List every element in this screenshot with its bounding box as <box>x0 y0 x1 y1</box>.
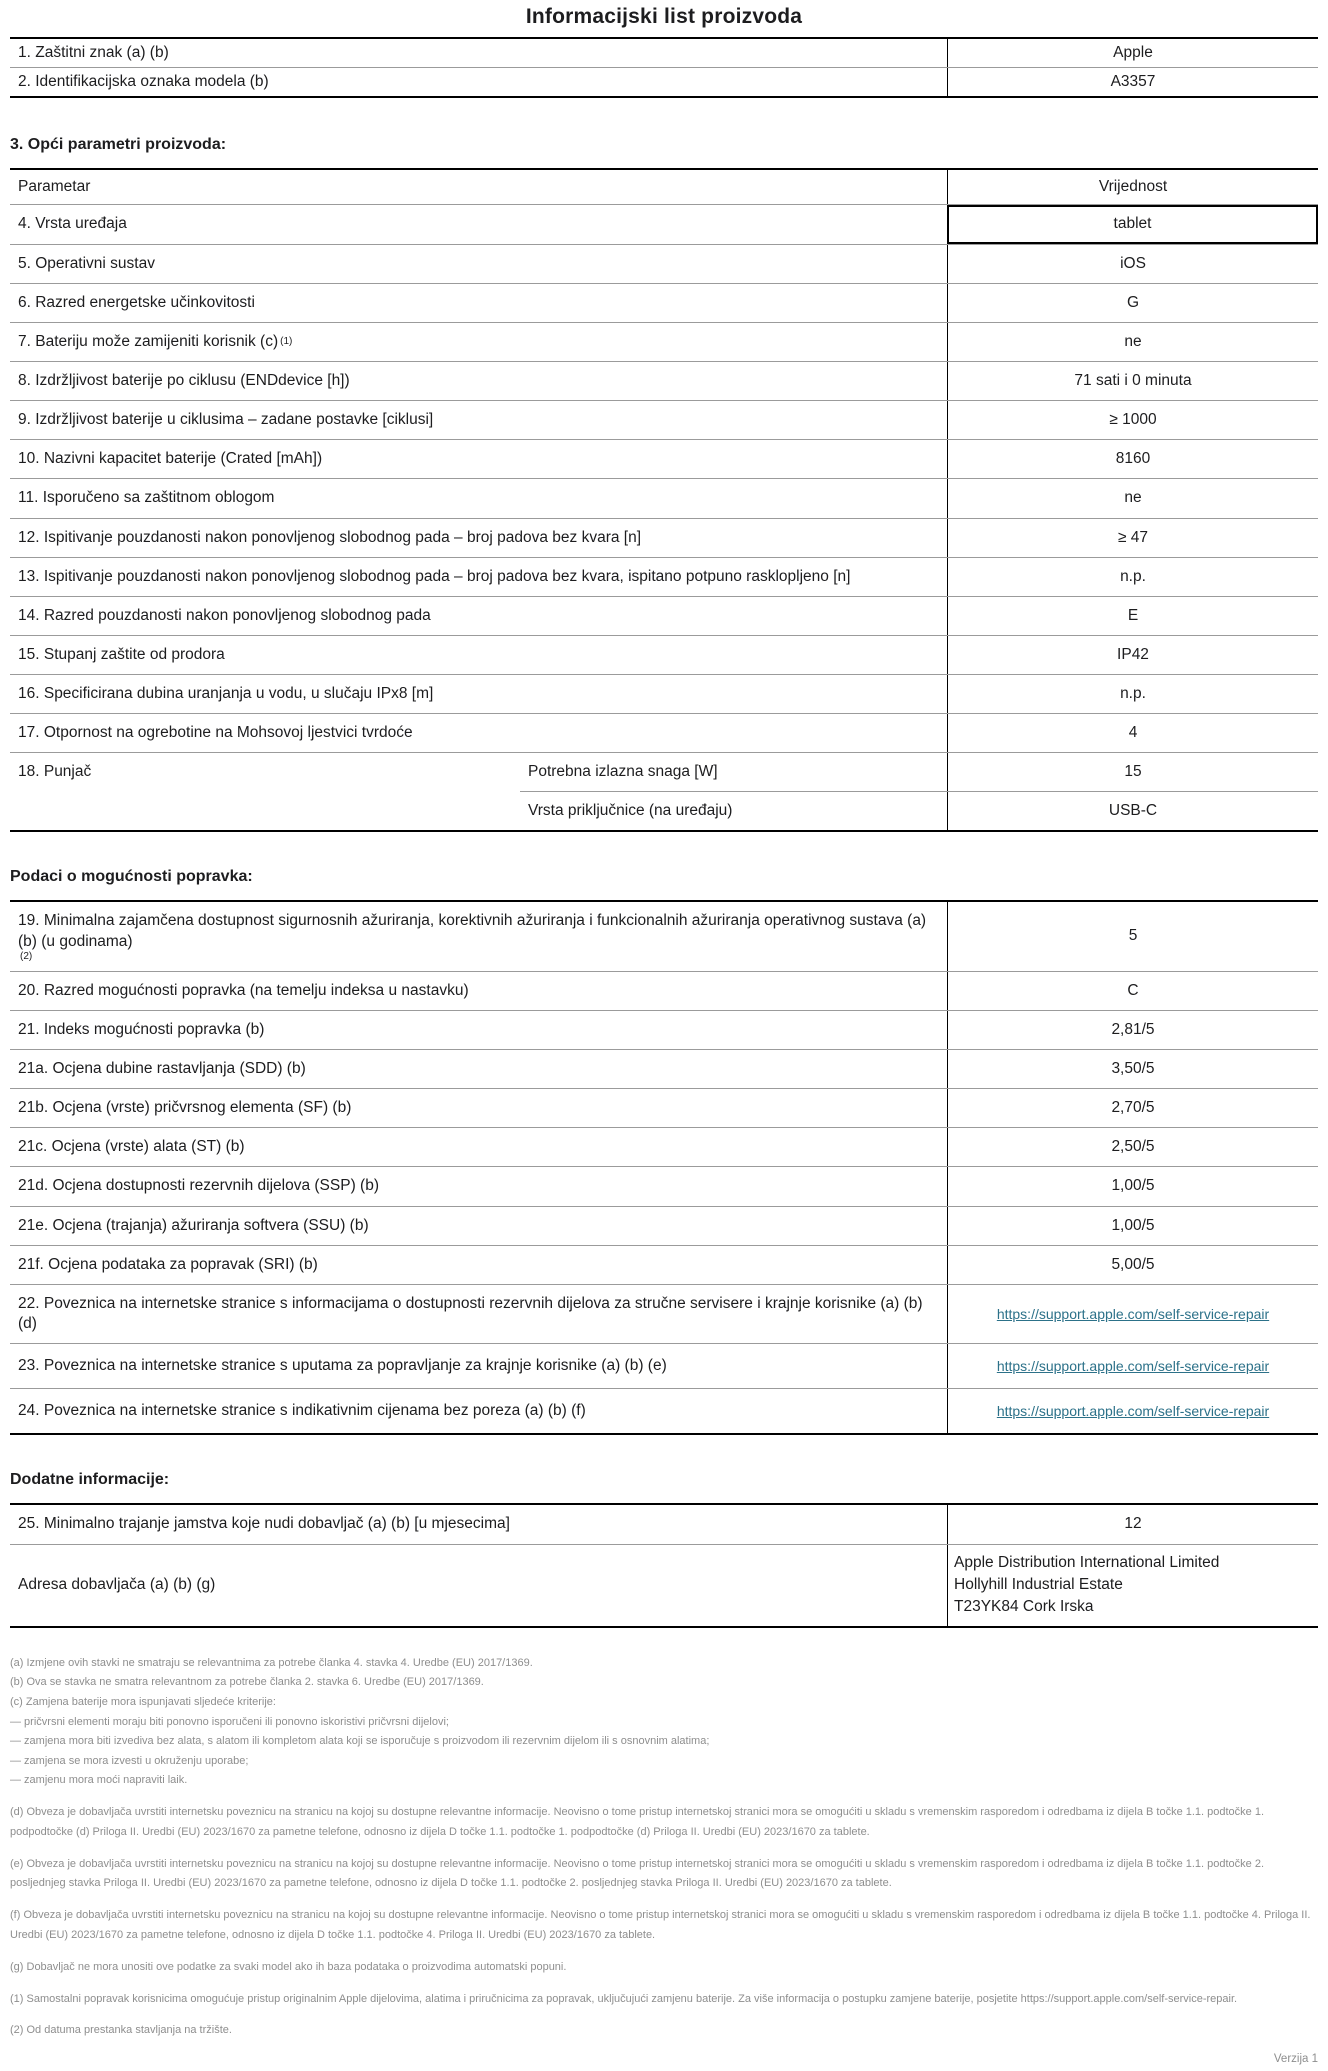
version-label: Verzija 1 <box>1273 2053 1318 2066</box>
spare-parts-score-label: 21d. Ocjena dostupnosti rezervnih dijelova (SSP) (b) <box>10 1167 948 1205</box>
footnotes <box>10 1654 1318 2041</box>
operating-system-row <box>10 245 1318 284</box>
battery-capacity-value: 8160 <box>1115 450 1151 468</box>
energy-class-label: 6. Razred energetske učinkovitosti <box>10 284 948 322</box>
footnote-e: (e) Obveza je dobavljača uvrstiti internetsku poveznicu na stranicu na kojoj su dostupne relevantne informacije. Neovisno o tome pristup internetskoj stranici mora se omogućiti u skladu s vremenskim rasporedom i odredbama iz dijela B točke 1.1. podtočke 2. posljednjeg stavka Priloga II. Uredbi (EU) 2023/1670 za pametne telefone, odnosno iz dijela D točke 1.1. podtočke 2. posljednjeg stavka Priloga II. Uredbi (EU) 2023/1670 za tablete. <box>10 1857 1265 1890</box>
disassembly-depth-label: 21a. Ocjena dubine rastavljanja (SDD) (b) <box>10 1050 948 1088</box>
user-replaceable-battery-row <box>10 323 1318 362</box>
device-type-value: tablet <box>947 205 1318 243</box>
footnote-g: (g) Dobavljač ne mora unositi ove podatke za svaki model ako ih baza podataka o proizvodima automatski popuni. <box>10 1960 567 1973</box>
battery-endurance-label: 8. Izdržljivost baterije po ciklusu (ENDdevice [h]) <box>10 362 948 400</box>
device-type-label: 4. Vrsta uređaja <box>10 205 948 243</box>
supplier-address-value <box>948 1545 1318 1626</box>
free-fall-unfolded-value: n.p. <box>1120 567 1146 585</box>
repairability-heading: Podaci o mogućnosti popravka: <box>10 868 253 886</box>
battery-cycles-value: ≥ 1000 <box>1109 411 1157 429</box>
page-title: Informacijski list proizvoda <box>525 5 803 28</box>
charger-row <box>10 753 1318 830</box>
footnote-f: (f) Obveza je dobavljača uvrstiti internetsku poveznicu na stranicu na kojoj su dostupne relevantne informacije. Neovisno o tome pristup internetskoj stranici mora se omogućiti u skladu s vremenskim rasporedom i odredbama iz dijela B točke 1.1. podtočke 4. Priloga II. Uredbi (EU) 2023/1670 za pametne telefone, odnosno iz dijela D točke 1.1. podtočke 4. Priloga II. Uredbi (EU) 2023/1670 za tablete. <box>10 1909 1311 1941</box>
free-fall-drops-value: ≥ 47 <box>1117 528 1149 546</box>
user-replaceable-battery-value: ne <box>1124 332 1142 350</box>
footnote-b: (b) Ova se stavka ne smatra relevantnom za potrebe članka 2. stavka 6. Uredbe (EU) 2017/1369. <box>10 1676 484 1689</box>
indicative-prices-link-row <box>10 1389 1318 1433</box>
energy-class-row <box>10 284 1318 323</box>
disassembly-depth-value: 3,50/5 <box>1111 1059 1155 1077</box>
immersion-depth-label: 16. Specificirana dubina uranjanja u vodu, u slučaju IPx8 [m] <box>10 675 948 713</box>
reliability-class-row <box>10 597 1318 636</box>
ingress-protection-value: IP42 <box>1117 645 1149 663</box>
general-parameters-heading: 3. Opći parametri proizvoda: <box>10 136 227 154</box>
immersion-depth-row <box>10 675 1318 714</box>
product-information-sheet <box>0 5 1328 2071</box>
tools-score-value: 2,50/5 <box>1111 1138 1155 1156</box>
footnote-ref-2: (2) <box>20 950 33 962</box>
ingress-protection-label: 15. Stupanj zaštite od prodora <box>10 636 948 674</box>
general-parameters-table <box>10 168 1318 832</box>
spare-parts-link-label: 22. Poveznica na internetske stranice s informacijama o dostupnosti rezervnih dijelova za stručne servisere i krajnje korisnike (a) (b) (d) <box>10 1285 948 1343</box>
user-replaceable-battery-label <box>10 323 948 361</box>
repairability-index-value: 2,81/5 <box>1111 1020 1155 1038</box>
repair-instructions-link[interactable]: https://support.apple.com/self-service-repair <box>996 1358 1270 1375</box>
tools-score-label: 21c. Ocjena (vrste) alata (ST) (b) <box>10 1128 948 1166</box>
repairability-index-label: 21. Indeks mogućnosti popravka (b) <box>10 1011 948 1049</box>
label-text: 19. Minimalna zajamčena dostupnost sigurnosnih ažuriranja, korektivnih ažuriranja i funkcionalnih ažuriranja operativnog sustava (a) (b) (u godinama) <box>18 912 927 950</box>
supplier-address-line-3: T23YK84 Cork Irska <box>954 1598 1094 1616</box>
charger-output-power-label: Potrebna izlazna snaga [W] <box>520 753 948 791</box>
footnote-c-criterion-1: — pričvrsni elementi moraju biti ponovno isporučeni ili ponovno iskoristivi pričvrsni dijelovi; <box>10 1715 449 1728</box>
repairability-class-value: C <box>1127 981 1139 999</box>
spare-parts-score-value: 1,00/5 <box>1111 1177 1155 1195</box>
indicative-prices-link[interactable]: https://support.apple.com/self-service-repair <box>996 1403 1270 1420</box>
footnote-2: (2) Od datuma prestanka stavljanja na tržište. <box>10 2024 232 2037</box>
repairability-class-label: 20. Razred mogućnosti popravka (na temelju indeksa u nastavku) <box>10 972 948 1010</box>
repairability-class-row <box>10 972 1318 1011</box>
footnote-c: (c) Zamjena baterije mora ispunjavati sljedeće kriterije: <box>10 1696 276 1709</box>
spare-parts-link-row <box>10 1285 1318 1344</box>
additional-information-heading: Dodatne informacije: <box>10 1471 170 1489</box>
supplier-address-line-2: Hollyhill Industrial Estate <box>954 1575 1123 1593</box>
repairability-table <box>10 900 1318 1435</box>
repair-instructions-link-cell <box>948 1344 1318 1388</box>
table-header-row <box>10 170 1318 205</box>
model-id-label: 2. Identifikacijska oznaka modela (b) <box>10 68 948 96</box>
repair-information-score-value: 5,00/5 <box>1111 1255 1155 1273</box>
free-fall-unfolded-row <box>10 558 1318 597</box>
protective-cover-row <box>10 479 1318 518</box>
immersion-depth-value: n.p. <box>1120 685 1146 703</box>
software-updates-score-value: 1,00/5 <box>1111 1216 1155 1234</box>
label-text: 7. Bateriju može zamijeniti korisnik (c) <box>18 332 279 350</box>
scratch-resistance-row <box>10 714 1318 753</box>
footnote-ref-1: (1) <box>280 335 293 347</box>
charger-connector-value: USB-C <box>1108 802 1158 820</box>
repair-instructions-link-row <box>10 1344 1318 1389</box>
model-id-value: A3357 <box>1110 73 1156 91</box>
battery-endurance-row <box>10 362 1318 401</box>
footnote-c-criterion-3: — zamjena se mora izvesti u okruženju uporabe; <box>10 1754 249 1767</box>
footnote-a: (a) Izmjene ovih stavki ne smatraju se relevantnima za potrebe članka 4. stavka 4. Uredbe (EU) 2017/1369. <box>10 1656 533 1669</box>
energy-class-value: G <box>1126 293 1140 311</box>
free-fall-drops-label: 12. Ispitivanje pouzdanosti nakon ponovljenog slobodnog pada – broj padova bez kvara [n] <box>10 519 948 557</box>
supplier-address-label: Adresa dobavljača (a) (b) (g) <box>10 1545 948 1626</box>
software-updates-score-row <box>10 1207 1318 1246</box>
tools-score-row <box>10 1128 1318 1167</box>
model-id-row <box>10 68 1318 96</box>
battery-cycles-row <box>10 401 1318 440</box>
supplier-address-row <box>10 1545 1318 1626</box>
spare-parts-link[interactable]: https://support.apple.com/self-service-repair <box>996 1305 1270 1322</box>
spare-parts-link-cell <box>948 1285 1318 1343</box>
identification-table <box>10 37 1318 98</box>
charger-output-power-row <box>520 753 1318 792</box>
operating-system-label: 5. Operativni sustav <box>10 245 948 283</box>
device-type-row <box>10 205 1318 244</box>
footnote-c-criterion-4: — zamjenu mora moći napraviti laik. <box>10 1774 188 1787</box>
parameter-column-header: Parametar <box>10 170 948 204</box>
free-fall-unfolded-label: 13. Ispitivanje pouzdanosti nakon ponovljenog slobodnog pada – broj padova bez kvara, ispitano potpuno rasklopljeno [n] <box>10 558 948 596</box>
warranty-duration-value: 12 <box>1124 1515 1142 1533</box>
reliability-class-label: 14. Razred pouzdanosti nakon ponovljenog slobodnog pada <box>10 597 948 635</box>
battery-capacity-row <box>10 440 1318 479</box>
footnote-c-criterion-2: — zamjena mora biti izvediva bez alata, s alatom ili kompletom alata koji se isporučuje s proizvodom ili rezervnim dijelom ili s osnovnim alatima; <box>10 1735 710 1748</box>
reliability-class-value: E <box>1127 606 1139 624</box>
charger-label: 18. Punjač <box>18 763 92 781</box>
trademark-value: Apple <box>1113 44 1153 61</box>
warranty-duration-label: 25. Minimalno trajanje jamstva koje nudi dobavljač (a) (b) [u mjesecima] <box>10 1505 948 1543</box>
trademark-row <box>10 39 1318 68</box>
fasteners-score-label: 21b. Ocjena (vrste) pričvrsnog elementa (SF) (b) <box>10 1089 948 1127</box>
disassembly-depth-row <box>10 1050 1318 1089</box>
spare-parts-score-row <box>10 1167 1318 1206</box>
protective-cover-value: ne <box>1124 489 1142 507</box>
indicative-prices-link-label: 24. Poveznica na internetske stranice s indikativnim cijenama bez poreza (a) (b) (f) <box>10 1389 948 1433</box>
free-fall-drops-row <box>10 519 1318 558</box>
os-updates-availability-row <box>10 902 1318 971</box>
charger-connector-row <box>520 792 1318 830</box>
value-column-header: Vrijednost <box>1098 178 1168 196</box>
repair-instructions-link-label: 23. Poveznica na internetske stranice s uputama za popravljanje za krajnje korisnike (a) (b) (e) <box>10 1344 948 1388</box>
os-updates-availability-label <box>10 902 948 970</box>
charger-output-power-value: 15 <box>1124 763 1142 781</box>
charger-connector-label: Vrsta priključnice (na uređaju) <box>520 792 948 830</box>
footnote-d: (d) Obveza je dobavljača uvrstiti internetsku poveznicu na stranicu na kojoj su dostupne relevantne informacije. Neovisno o tome pristup internetskoj stranici mora se omogućiti u skladu s vremenskim rasporedom i odredbama iz dijela B točke 1.1. podtočke 1. podpodtočke (d) Priloga II. Uredbi (EU) 2023/1670 za pametne telefone, odnosno iz dijela D točke 1.1. podtočke 1. podpodtočke (d) Priloga II. Uredbi (EU) 2023/1670 za tablete. <box>10 1805 1265 1838</box>
scratch-resistance-label: 17. Otpornost na ogrebotine na Mohsovoj ljestvici tvrdoće <box>10 714 948 752</box>
battery-cycles-label: 9. Izdržljivost baterije u ciklusima – zadane postavke [ciklusi] <box>10 401 948 439</box>
repairability-index-row <box>10 1011 1318 1050</box>
supplier-address-line-1: Apple Distribution International Limited <box>954 1553 1220 1571</box>
fasteners-score-row <box>10 1089 1318 1128</box>
charger-subrows <box>520 753 1318 830</box>
trademark-label: 1. Zaštitni znak (a) (b) <box>10 39 948 67</box>
fasteners-score-value: 2,70/5 <box>1111 1099 1155 1117</box>
additional-information-table <box>10 1503 1318 1628</box>
indicative-prices-link-cell <box>948 1389 1318 1433</box>
repair-information-score-row <box>10 1246 1318 1285</box>
battery-capacity-label: 10. Nazivni kapacitet baterije (Crated [mAh]) <box>10 440 948 478</box>
scratch-resistance-value: 4 <box>1128 724 1138 742</box>
warranty-duration-row <box>10 1505 1318 1544</box>
software-updates-score-label: 21e. Ocjena (trajanja) ažuriranja softvera (SSU) (b) <box>10 1207 948 1245</box>
battery-endurance-value: 71 sati i 0 minuta <box>1074 371 1192 389</box>
footnote-1: (1) Samostalni popravak korisnicima omogućuje pristup originalnim Apple dijelovima, alatima i priručnicima za popravak, uključujući zamjenu baterije. Za više informacija o postupku zamjene baterije, posjetite https://support.apple.com/self-service-repair. <box>10 1992 1238 2005</box>
repair-information-score-label: 21f. Ocjena podataka za popravak (SRI) (b) <box>10 1246 948 1284</box>
ingress-protection-row <box>10 636 1318 675</box>
operating-system-value: iOS <box>1120 254 1146 272</box>
protective-cover-label: 11. Isporučeno sa zaštitnom oblogom <box>10 479 948 517</box>
os-updates-availability-value: 5 <box>1128 927 1138 945</box>
